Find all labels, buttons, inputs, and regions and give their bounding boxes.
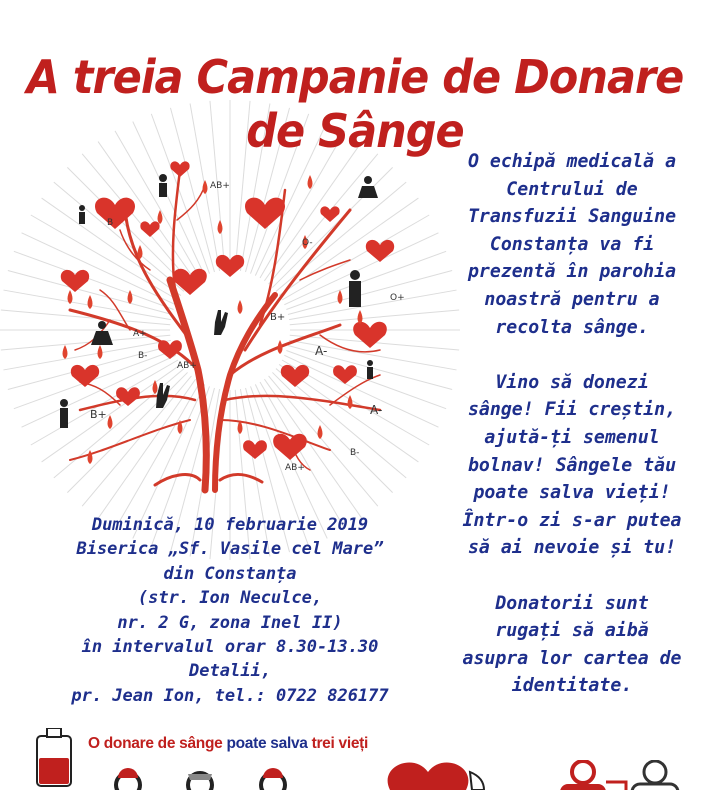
slogan-part-1: O donare de sânge — [88, 735, 227, 752]
donor-transfusion-icon — [560, 761, 678, 790]
intro-paragraph: O echipă medicală a Centrului de Transfuzii Sanguine Constanța va fi prezentă în parohia noastră pentru a recolta sânge. — [467, 151, 677, 338]
label-o-plus: O+ — [390, 293, 405, 303]
person-icon — [116, 768, 140, 790]
label-a-plus: A+ — [133, 329, 147, 339]
slogan-part-2: poate salva — [226, 735, 312, 752]
slogan-part-3: trei vieți — [311, 735, 369, 752]
campaign-description — [432, 148, 710, 727]
event-details: Duminică, 10 februarie 2019 Biserica „Sf. Vasile cel Mare” din Constanța (str. Ion Neculce, nr. 2 G, zona Inel II) în intervalul orar 8.30-13.30 Detalii, pr. Jean Ion, tel.: 0722 826177 — [71, 515, 389, 706]
person-icon — [188, 773, 212, 790]
donors-note-paragraph: Donatorii sunt rugați să aibă asupra lor cartea de identitate. — [462, 592, 682, 697]
person-icon — [261, 768, 285, 790]
label-ab-plus-mid: AB+ — [177, 361, 197, 371]
label-a-minus: A- — [315, 344, 328, 358]
slogan-text — [88, 735, 368, 753]
label-o-minus: O- — [302, 238, 313, 248]
heart-hand-icon — [388, 762, 484, 790]
appeal-paragraph: Vino să donezi sânge! Fii creștin, ajută-ți semenul bolnav! Sângele tău poate salva vieți! Într-o zi s-ar putea să ai nevoie și tu! — [462, 371, 682, 559]
label-b: B — [107, 218, 114, 228]
label-b-minus: B- — [138, 351, 148, 361]
bottom-icons-row — [0, 760, 710, 790]
label-a-minus-right: A- — [370, 403, 383, 417]
label-b-minus-right: B- — [350, 448, 360, 458]
label-ab-plus-bottom: AB+ — [285, 463, 305, 473]
poster-title: A treia Campanie de Donare de Sânge — [26, 50, 684, 159]
label-b-plus: B+ — [270, 312, 286, 323]
blood-tree-illustration — [30, 150, 430, 510]
label-b-plus-left: B+ — [90, 408, 107, 421]
label-ab-plus-top: AB+ — [210, 181, 230, 191]
